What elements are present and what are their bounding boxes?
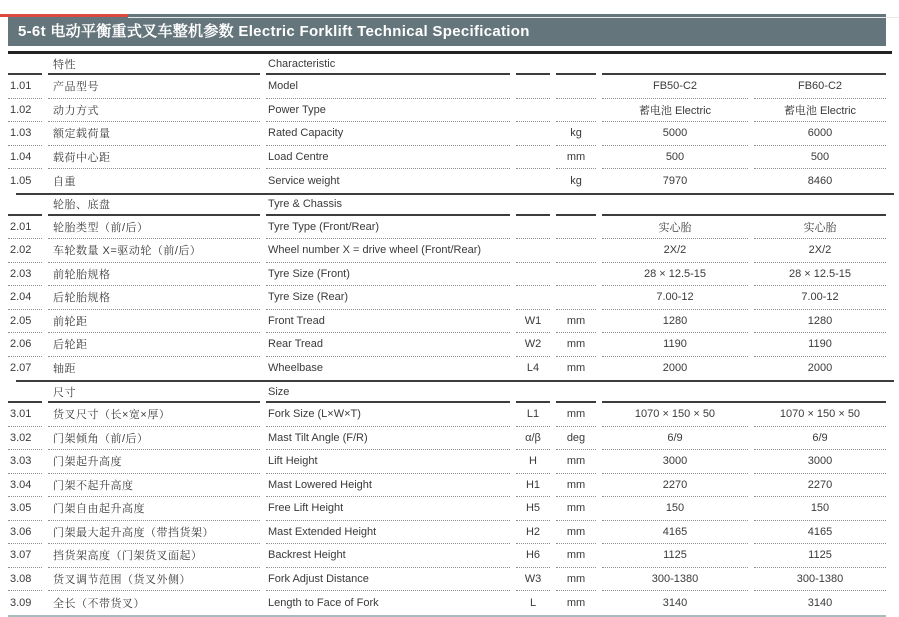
spec-number: 2.01 [8, 216, 42, 240]
spec-unit: kg [556, 122, 596, 146]
spec-number: 1.01 [8, 75, 42, 99]
spec-value-fb50-c2: 4165 [602, 521, 748, 545]
spec-value-fb60-c2: 1125 [754, 544, 886, 568]
spec-name-cn: 额定载荷量 [48, 122, 260, 146]
spec-value-fb50-c2: 500 [602, 146, 748, 170]
spec-value-fb60-c2: 3140 [807, 596, 833, 609]
spec-unit: kg [570, 174, 582, 187]
spec-symbol [516, 169, 550, 193]
table-row [8, 75, 886, 99]
spec-name-en: Wheelbase [268, 362, 324, 375]
section-header-row [8, 54, 886, 75]
spec-symbol [516, 122, 550, 146]
spec-unit [556, 286, 596, 310]
table-row [8, 450, 886, 474]
spec-value-fb60-c2: FB60-C2 [754, 75, 886, 99]
section-title-cn: 尺寸 [48, 382, 260, 403]
spec-name-en: Model [266, 75, 510, 99]
spec-unit: mm [556, 568, 596, 592]
table-row [8, 333, 886, 357]
spec-name-en: Tyre Size (Rear) [266, 286, 510, 310]
spec-value-fb50-c2: 5000 [602, 122, 748, 146]
spec-name-en: Free Lift Height [266, 497, 510, 521]
section-symbol-cell [516, 54, 550, 75]
spec-name-cn: 轴距 [53, 363, 76, 376]
spec-value-fb60-c2: 实心胎 [754, 216, 886, 240]
spec-unit [556, 216, 596, 240]
spec-unit: mm [556, 403, 596, 427]
spec-value-fb60-c2: 6000 [754, 122, 886, 146]
spec-number: 2.03 [8, 263, 42, 287]
section-title-en: Size [266, 382, 510, 403]
spec-number: 1.05 [10, 174, 32, 187]
table-row [8, 286, 886, 310]
spec-unit [556, 263, 596, 287]
spec-symbol [516, 239, 550, 263]
spec-symbol: L [529, 596, 537, 609]
section-no-cell [8, 382, 42, 403]
spec-name-en: Load Centre [266, 146, 510, 170]
spec-symbol [516, 146, 550, 170]
spec-number: 3.06 [8, 521, 42, 545]
spec-symbol: L4 [526, 362, 540, 375]
top-red-accent-line [0, 14, 128, 17]
spec-table [8, 54, 886, 615]
spec-symbol [516, 263, 550, 287]
spec-value-fb50-c2: 蓄电池 Electric [602, 99, 748, 123]
spec-value-fb60-c2: 300-1380 [754, 568, 886, 592]
spec-value-fb50-c2: 3140 [662, 596, 688, 609]
spec-value-fb50-c2: 2X/2 [602, 239, 748, 263]
spec-value-fb50-c2: 1125 [602, 544, 748, 568]
section-values-cell [602, 382, 886, 403]
spec-name-cn: 自重 [53, 175, 76, 188]
section-symbol-cell [516, 382, 550, 403]
spec-name-cn: 货叉调节范围（货叉外侧） [48, 568, 260, 592]
spec-name-cn: 后轮胎规格 [48, 286, 260, 310]
spec-value-fb50-c2: 300-1380 [602, 568, 748, 592]
spec-number: 3.01 [8, 403, 42, 427]
spec-name-en: Tyre Type (Front/Rear) [266, 216, 510, 240]
spec-number: 3.07 [8, 544, 42, 568]
spec-unit [556, 239, 596, 263]
section-unit-cell [556, 382, 596, 403]
spec-value-fb50-c2: 1070 × 150 × 50 [602, 403, 748, 427]
table-row [8, 427, 886, 451]
table-row [8, 99, 886, 123]
section-unit-cell [556, 54, 596, 75]
spec-symbol: H [516, 450, 550, 474]
table-row [8, 146, 886, 170]
spec-name-cn: 载荷中心距 [48, 146, 260, 170]
section-title-cn: 轮胎、底盘 [48, 195, 260, 216]
spec-number: 3.02 [8, 427, 42, 451]
table-row [8, 122, 886, 146]
spec-symbol [516, 286, 550, 310]
spec-value-fb50-c2: 28 × 12.5-15 [602, 263, 748, 287]
page-title: 5-6t 电动平衡重式叉车整机参数 Electric Forklift Technical Specification [18, 22, 530, 40]
table-row [8, 310, 886, 334]
spec-value-fb50-c2: 1190 [602, 333, 748, 357]
spec-value-fb60-c2: 6/9 [754, 427, 886, 451]
spec-value-fb50-c2: 实心胎 [602, 216, 748, 240]
spec-value-fb60-c2: 28 × 12.5-15 [754, 263, 886, 287]
spec-number: 2.07 [10, 362, 32, 375]
spec-number: 3.09 [10, 596, 32, 609]
section-values-cell [602, 54, 886, 75]
spec-value-fb60-c2: 4165 [754, 521, 886, 545]
section-header-row [8, 195, 886, 216]
spec-name-cn: 门架自由起升高度 [48, 497, 260, 521]
section-symbol-cell [516, 195, 550, 216]
spec-symbol: L1 [516, 403, 550, 427]
title-bar [8, 14, 886, 46]
spec-name-en: Power Type [266, 99, 510, 123]
spec-name-cn: 前轮胎规格 [48, 263, 260, 287]
spec-unit: mm [556, 544, 596, 568]
spec-name-cn: 挡货架高度（门架货叉面起） [48, 544, 260, 568]
spec-unit: mm [556, 474, 596, 498]
spec-unit: mm [566, 362, 586, 375]
spec-name-en: Rated Capacity [266, 122, 510, 146]
spec-unit: mm [556, 310, 596, 334]
spec-value-fb50-c2: 2270 [602, 474, 748, 498]
spec-name-cn: 门架倾角（前/后） [48, 427, 260, 451]
section-title-en: Characteristic [266, 54, 510, 75]
spec-number: 2.06 [8, 333, 42, 357]
spec-name-cn: 车轮数量 X=驱动轮（前/后） [48, 239, 260, 263]
spec-value-fb50-c2: 3000 [602, 450, 748, 474]
spec-name-cn: 货叉尺寸（长×宽×厚） [48, 403, 260, 427]
table-row [8, 497, 886, 521]
spec-unit: mm [556, 333, 596, 357]
spec-symbol: H2 [516, 521, 550, 545]
spec-symbol: α/β [516, 427, 550, 451]
spec-name-en: Lift Height [266, 450, 510, 474]
spec-unit: mm [556, 521, 596, 545]
spec-name-cn: 门架起升高度 [48, 450, 260, 474]
spec-value-fb60-c2: 7.00-12 [754, 286, 886, 310]
spec-unit: mm [566, 596, 586, 609]
spec-number: 3.04 [8, 474, 42, 498]
table-row [8, 474, 886, 498]
spec-value-fb60-c2: 1280 [754, 310, 886, 334]
spec-value-fb60-c2: 2X/2 [754, 239, 886, 263]
spec-value-fb60-c2: 2270 [754, 474, 886, 498]
section-unit-cell [556, 195, 596, 216]
table-bottom-rule [8, 615, 886, 617]
section-header-row [8, 382, 886, 403]
spec-name-en: Rear Tread [266, 333, 510, 357]
spec-name-cn: 轮胎类型（前/后） [48, 216, 260, 240]
spec-name-en: Tyre Size (Front) [266, 263, 510, 287]
spec-name-en: Backrest Height [266, 544, 510, 568]
spec-number: 3.08 [8, 568, 42, 592]
table-row [8, 591, 886, 615]
spec-value-fb50-c2: 7970 [662, 174, 688, 187]
spec-value-fb60-c2: 2000 [807, 362, 833, 375]
spec-name-en: Fork Size (L×W×T) [266, 403, 510, 427]
spec-symbol: H6 [516, 544, 550, 568]
table-row [8, 403, 886, 427]
spec-name-en: Service weight [268, 174, 340, 187]
spec-value-fb50-c2: 6/9 [602, 427, 748, 451]
spec-value-fb60-c2: 1190 [754, 333, 886, 357]
section-values-cell [602, 195, 886, 216]
spec-symbol [516, 99, 550, 123]
spec-value-fb60-c2: 8460 [807, 174, 833, 187]
section-no-cell [8, 195, 42, 216]
spec-name-en: Length to Face of Fork [268, 596, 379, 609]
spec-number: 1.04 [8, 146, 42, 170]
spec-symbol: H5 [516, 497, 550, 521]
table-row [8, 239, 886, 263]
spec-value-fb60-c2: 1070 × 150 × 50 [754, 403, 886, 427]
spec-symbol: W3 [516, 568, 550, 592]
spec-number: 2.02 [8, 239, 42, 263]
spec-number: 3.03 [8, 450, 42, 474]
spec-name-cn: 后轮距 [48, 333, 260, 357]
section-title-cn: 特性 [48, 54, 260, 75]
spec-name-cn: 动力方式 [48, 99, 260, 123]
spec-number: 3.05 [8, 497, 42, 521]
spec-value-fb50-c2: 7.00-12 [602, 286, 748, 310]
spec-name-en: Front Tread [266, 310, 510, 334]
spec-value-fb60-c2: 150 [754, 497, 886, 521]
spec-name-cn: 门架不起升高度 [48, 474, 260, 498]
table-row [8, 521, 886, 545]
spec-unit: mm [556, 450, 596, 474]
table-row [8, 357, 886, 381]
spec-value-fb60-c2: 3000 [754, 450, 886, 474]
spec-number: 1.03 [8, 122, 42, 146]
section-no-cell [8, 54, 42, 75]
table-row [8, 216, 886, 240]
spec-name-cn: 产品型号 [48, 75, 260, 99]
spec-name-en: Fork Adjust Distance [266, 568, 510, 592]
spec-number: 2.05 [8, 310, 42, 334]
spec-value-fb60-c2: 蓄电池 Electric [754, 99, 886, 123]
spec-name-cn: 前轮距 [48, 310, 260, 334]
spec-value-fb60-c2: 500 [754, 146, 886, 170]
spec-value-fb50-c2: 2000 [662, 362, 688, 375]
spec-number: 1.02 [8, 99, 42, 123]
spec-name-en: Wheel number X = drive wheel (Front/Rear) [266, 239, 510, 263]
spec-unit [556, 99, 596, 123]
spec-name-cn: 门架最大起升高度（带挡货架） [48, 521, 260, 545]
section-title-en: Tyre & Chassis [266, 195, 510, 216]
spec-name-en: Mast Extended Height [266, 521, 510, 545]
spec-symbol [516, 75, 550, 99]
table-row [8, 263, 886, 287]
table-row [8, 169, 886, 193]
spec-symbol [516, 216, 550, 240]
spec-value-fb50-c2: 150 [602, 497, 748, 521]
spec-name-cn: 全长（不带货叉） [53, 597, 145, 610]
spec-number: 2.04 [8, 286, 42, 310]
spec-unit: deg [556, 427, 596, 451]
table-row [8, 544, 886, 568]
spec-value-fb50-c2: FB50-C2 [602, 75, 748, 99]
spec-value-fb50-c2: 1280 [602, 310, 748, 334]
table-row [8, 568, 886, 592]
spec-symbol: H1 [516, 474, 550, 498]
spec-unit: mm [556, 497, 596, 521]
spec-name-en: Mast Tilt Angle (F/R) [266, 427, 510, 451]
top-light-line [128, 17, 899, 18]
spec-unit [556, 75, 596, 99]
spec-name-en: Mast Lowered Height [266, 474, 510, 498]
spec-symbol: W2 [516, 333, 550, 357]
spec-unit: mm [556, 146, 596, 170]
spec-symbol: W1 [516, 310, 550, 334]
